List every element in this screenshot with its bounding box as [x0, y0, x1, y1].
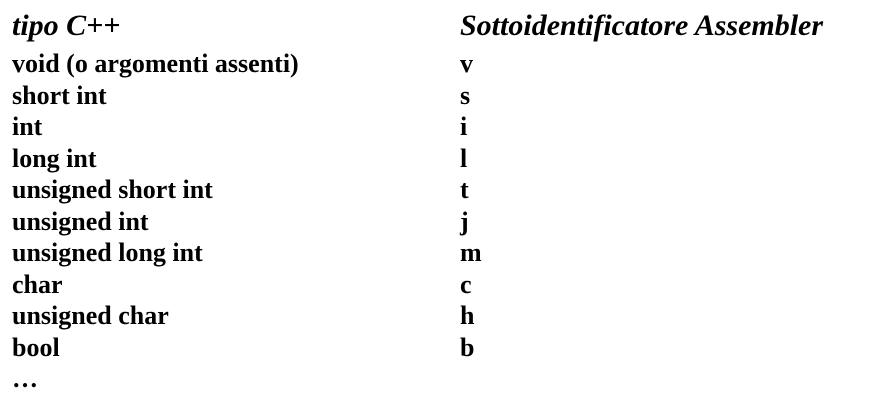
- assembler-code-cell: i: [460, 112, 468, 141]
- table-row: [12, 237, 872, 269]
- assembler-code-cell: s: [460, 80, 471, 110]
- cpp-type-cell: bool: [12, 332, 60, 362]
- table-row: [12, 332, 872, 364]
- assembler-code-cell: c: [460, 269, 472, 299]
- table-header: [12, 4, 872, 48]
- cpp-type-cell: long int: [12, 143, 97, 173]
- table-row: [12, 269, 872, 301]
- cpp-type-cell: unsigned int: [12, 206, 149, 236]
- assembler-code-cell: m: [460, 238, 482, 267]
- cpp-type-cell: unsigned short int: [12, 175, 213, 204]
- cpp-type-cell: void (o argomenti assenti): [12, 49, 299, 78]
- cpp-type-cell: char: [12, 269, 63, 299]
- cpp-type-cell: unsigned long int: [12, 238, 203, 267]
- assembler-code-cell: v: [460, 49, 473, 78]
- cpp-type-cell: unsigned char: [12, 301, 169, 330]
- continuation-ellipsis: …: [12, 364, 38, 393]
- table-row: [12, 48, 872, 80]
- table-row: [12, 300, 872, 332]
- table-row: [12, 174, 872, 206]
- table-row: [12, 80, 872, 112]
- header-assembler-subid: Sottoidentificatore Assembler: [460, 9, 824, 42]
- type-mapping-table: [12, 4, 872, 395]
- header-cpp-type: tipo C++: [12, 9, 121, 42]
- cpp-type-cell: short int: [12, 80, 107, 110]
- table-row: [12, 111, 872, 143]
- table-row: [12, 206, 872, 238]
- assembler-code-cell: j: [460, 206, 469, 236]
- cpp-type-cell: int: [12, 112, 43, 141]
- assembler-code-cell: b: [460, 332, 475, 362]
- assembler-code-cell: h: [460, 301, 475, 330]
- assembler-code-cell: l: [460, 143, 468, 173]
- table-row: [12, 143, 872, 175]
- assembler-code-cell: t: [460, 175, 469, 204]
